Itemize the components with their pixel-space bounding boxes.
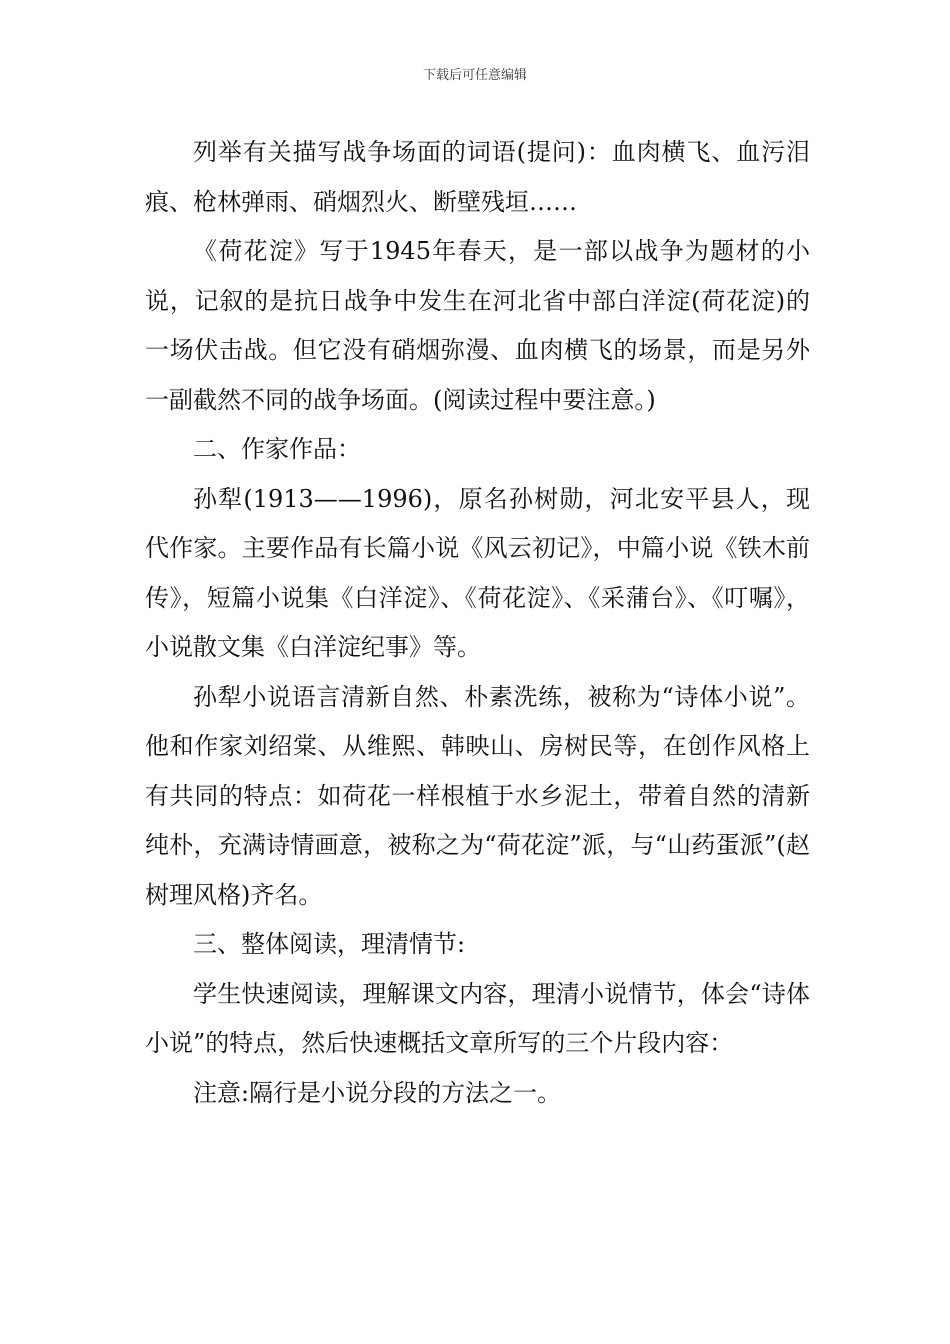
section-heading-reading: 三、整体阅读，理清情节: bbox=[193, 930, 466, 958]
paragraph-author-bio: 孙犁(1913——1996)，原名孙树勋，河北安平县人，现代作家。主要作品有长篇小说《风云初记》，中篇小说《铁木前传》，短篇小说集《白洋淀》、《荷花淀》、《采蒲台》、《叮嘱》，小说散文集《白洋淀纪事》等。 bbox=[145, 484, 810, 661]
paragraph-reading-task: 学生快速阅读，理解课文内容，理清小说情节，体会“诗体小说”的特点，然后快速概括文章所写的三个片段内容： bbox=[145, 979, 810, 1057]
paragraph-style: 孙犁小说语言清新自然、朴素洗练，被称为“诗体小说”。他和作家刘绍棠、从维熙、韩映山、房树民等，在创作风格上有共同的特点：如荷花一样根植于水乡泥土，带着自然的清新纯朴，充满诗情画意，被称之为“荷花淀”派，与“山药蛋派”(赵树理风格)齐名。 bbox=[145, 682, 810, 909]
document-body bbox=[145, 128, 810, 1118]
paragraph-note: 注意:隔行是小说分段的方法之一。 bbox=[193, 1078, 562, 1107]
page-header: 下载后可任意编辑 bbox=[422, 68, 527, 83]
section-heading-author-works: 二、作家作品： bbox=[193, 435, 361, 463]
paragraph-war-vocabulary: 列举有关描写战争场面的词语(提问)：血肉横飞、血污泪痕、枪林弹雨、硝烟烈火、断壁残垣…… bbox=[145, 138, 810, 216]
paragraph-intro-hehuadian: 《荷花淀》写于1945年春天，是一部以战争为题材的小说，记叙的是抗日战争中发生在河北省中部白洋淀(荷花淀)的一场伏击战。但它没有硝烟弥漫、血肉横飞的场景，而是另外一副截然不同的战争场面。(阅读过程中要注意。) bbox=[145, 237, 810, 414]
